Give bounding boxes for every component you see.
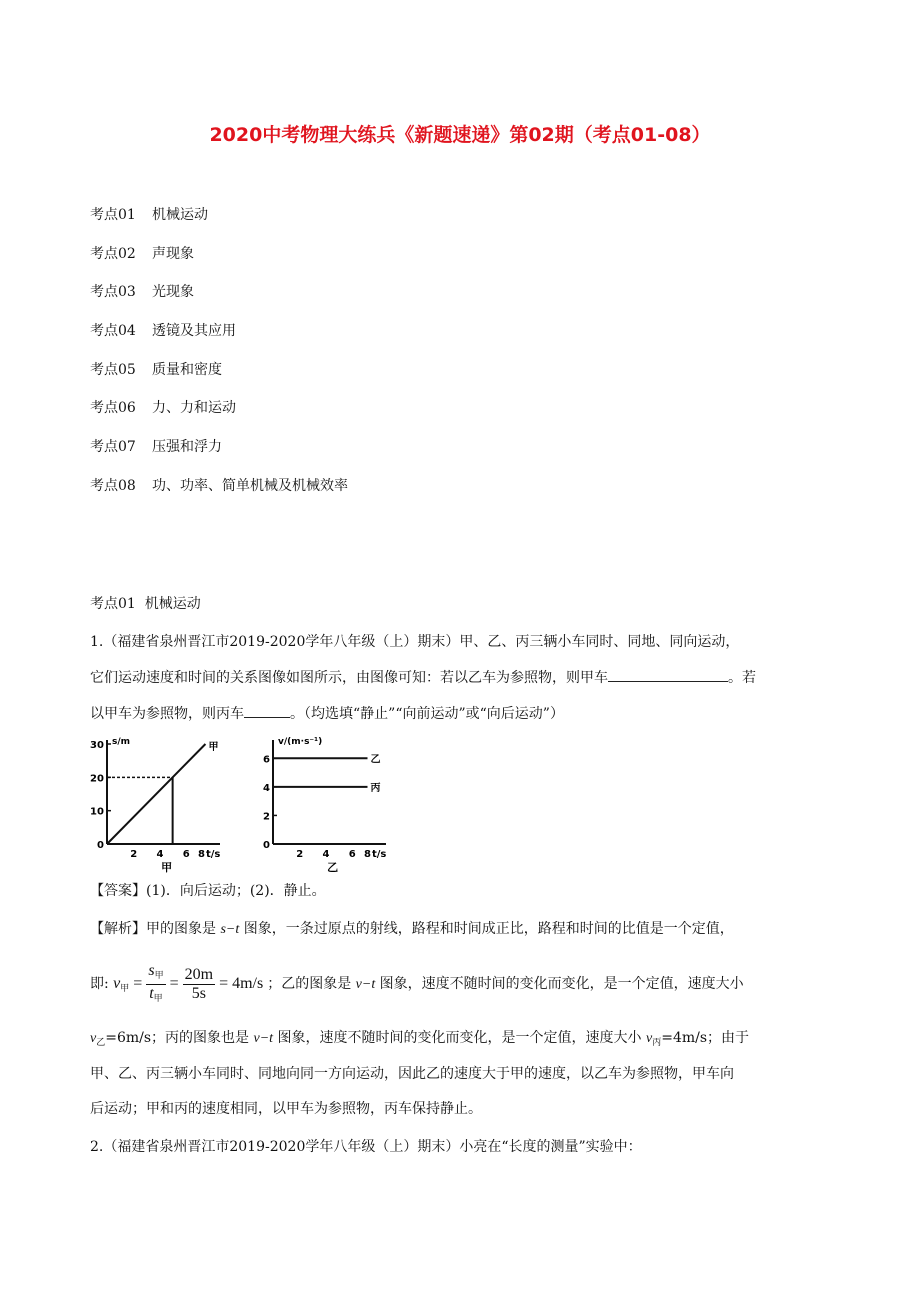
formula-v: v xyxy=(113,975,121,993)
x-tick-label: 8 xyxy=(364,849,371,860)
answer-blank-1[interactable] xyxy=(608,667,728,682)
series-line-jia xyxy=(107,744,205,844)
formula-s: s xyxy=(148,962,155,979)
toc-item xyxy=(90,205,348,244)
v-symbol: v xyxy=(90,1031,97,1046)
section-heading xyxy=(90,594,201,614)
toc-code: 考点02 xyxy=(90,245,136,262)
y-tick-label: 20 xyxy=(90,773,104,785)
toc-code: 考点07 xyxy=(90,439,136,456)
analysis-text: 图象，速度不随时间的变化而变化，是一个定值，速度大小 xyxy=(379,976,744,993)
formula-sub: 甲 xyxy=(120,983,130,994)
y-tick-label: 2 xyxy=(263,811,270,823)
chart-caption: 乙 xyxy=(327,861,339,874)
analysis-prefix: 即: xyxy=(90,976,109,993)
x-tick-label: 2 xyxy=(296,849,304,860)
toc-item xyxy=(90,398,348,437)
v-symbol: v xyxy=(645,1031,653,1046)
x-tick-label: 8 xyxy=(198,849,205,860)
y-tick-label: 4 xyxy=(263,782,270,794)
x-tick-label: 2 xyxy=(130,849,138,860)
toc-name: 机械运动 xyxy=(152,207,208,223)
answer-text: (1)．向后运动；(2)．静止。 xyxy=(146,883,326,899)
figure-jia xyxy=(82,732,242,877)
toc-code: 考点03 xyxy=(90,284,136,301)
toc-name: 压强和浮力 xyxy=(152,439,222,456)
y-tick-label: 0 xyxy=(97,840,104,851)
toc-name: 力、力和运动 xyxy=(152,400,236,417)
toc-code: 考点04 xyxy=(90,323,136,340)
analysis-text: =6m/s；丙的图象也是 xyxy=(105,1030,250,1046)
figure-yi xyxy=(248,732,408,877)
y-tick-label: 10 xyxy=(90,806,104,818)
answer-label: 【答案】 xyxy=(90,883,146,899)
toc-code: 考点06 xyxy=(90,400,136,417)
analysis-line2 xyxy=(90,962,744,1007)
formula-num: 20m xyxy=(184,966,214,983)
series-label: 丙 xyxy=(370,782,381,794)
analysis-text: 图象，速度不随时间的变化而变化，是一个定值，速度大小 xyxy=(277,1030,642,1046)
analysis-label: 【解析】 xyxy=(90,921,146,937)
formula-sub: 甲 xyxy=(153,993,163,1003)
q1-line1: 1.（福建省泉州晋江市2019-2020学年八年级（上）期末）甲、乙、丙三辆小车同时、同地、同向运动， xyxy=(90,634,740,650)
formula-result: = 4m/s xyxy=(219,975,264,993)
y-tick-label: 6 xyxy=(263,754,270,766)
toc-name: 功、功率、简单机械及机械效率 xyxy=(152,477,348,494)
v-sub-bing: 丙 xyxy=(652,1038,662,1048)
x-tick-label: 4 xyxy=(322,849,330,860)
vt-symbol: v−t xyxy=(355,977,376,993)
x-tick-label: 6 xyxy=(348,849,356,860)
q1-line2-text: 它们运动速度和时间的关系图像如图所示，由图像可知：若以乙车为参照物，则甲车 xyxy=(90,670,608,686)
analysis-text: =4m/s；由于 xyxy=(661,1030,750,1046)
q1-line3-end: 。（均选填“静止”“向前运动”或“向后运动”） xyxy=(290,706,564,722)
section-name: 机械运动 xyxy=(144,596,201,612)
y-axis-label: s/m xyxy=(112,737,131,747)
toc-code: 考点01 xyxy=(90,207,136,223)
series-label: 乙 xyxy=(370,754,381,766)
toc-item xyxy=(90,244,348,283)
answer-line xyxy=(90,881,326,901)
analysis-line5: 后运动；甲和丙的速度相同，以甲车为参照物，丙车保持静止。 xyxy=(90,1101,482,1117)
chart-caption: 甲 xyxy=(161,861,173,874)
y-tick-label: 30 xyxy=(90,740,104,751)
toc-item xyxy=(90,437,348,476)
analysis-text: 甲的图象是 xyxy=(146,921,216,937)
toc-code: 考点08 xyxy=(90,477,136,494)
x-tick-label: 4 xyxy=(156,849,164,860)
toc-item xyxy=(90,360,348,399)
toc-list xyxy=(90,205,348,515)
q1-line3 xyxy=(90,703,564,724)
x-axis-label: t/s xyxy=(372,849,387,860)
velocity-formula: $v_甲$ = $\frac{s_甲}{t_甲}$ = $\frac{20m}{5s}$ = 4m/s xyxy=(113,975,267,992)
answer-blank-2[interactable] xyxy=(244,703,290,718)
series-label-jia: 甲 xyxy=(208,742,219,753)
toc-item xyxy=(90,321,348,360)
q1-line2 xyxy=(90,667,756,688)
x-tick-label: 6 xyxy=(182,849,190,860)
analysis-line1 xyxy=(90,919,734,940)
v-sub-yi: 乙 xyxy=(96,1038,106,1048)
toc-name: 质量和密度 xyxy=(152,361,222,378)
q1-line3-text: 以甲车为参照物，则丙车 xyxy=(90,706,244,722)
section-code: 考点01 xyxy=(90,596,136,612)
y-axis-label: v/(m·s⁻¹) xyxy=(278,737,323,747)
st-symbol: s−t xyxy=(220,922,240,937)
toc-item xyxy=(90,476,348,515)
q2-line1: 2.（福建省泉州晋江市2019-2020学年八年级（上）期末）小亮在“长度的测量”实验中： xyxy=(90,1139,642,1155)
y-tick-label: 0 xyxy=(263,840,270,851)
vt-symbol: v−t xyxy=(253,1031,274,1046)
formula-fraction-2 xyxy=(183,966,215,1003)
toc-name: 光现象 xyxy=(152,284,194,301)
formula-t: t xyxy=(149,985,154,1002)
x-axis-label: t/s xyxy=(206,849,221,860)
toc-name: 声现象 xyxy=(152,245,194,262)
page-title: 2020中考物理大练兵《新题速递》第02期（考点01-08） xyxy=(209,124,711,146)
analysis-text: ；乙的图象是 xyxy=(267,976,352,993)
analysis-line3 xyxy=(90,1028,749,1053)
toc-name: 透镜及其应用 xyxy=(152,323,236,340)
toc-code: 考点05 xyxy=(90,361,136,378)
analysis-line4: 甲、乙、丙三辆小车同时、同地向同一方向运动，因此乙的速度大于甲的速度，以乙车为参照物，甲车向 xyxy=(90,1066,734,1082)
analysis-text: 图象，一条过原点的射线，路程和时间成正比，路程和时间的比值是一个定值， xyxy=(243,921,734,937)
formula-fraction-1 xyxy=(146,962,165,1007)
formula-den: 5s xyxy=(191,985,206,1002)
formula-sub: 甲 xyxy=(154,970,164,980)
toc-item xyxy=(90,282,348,321)
q1-line2-end: 。若 xyxy=(728,670,756,686)
